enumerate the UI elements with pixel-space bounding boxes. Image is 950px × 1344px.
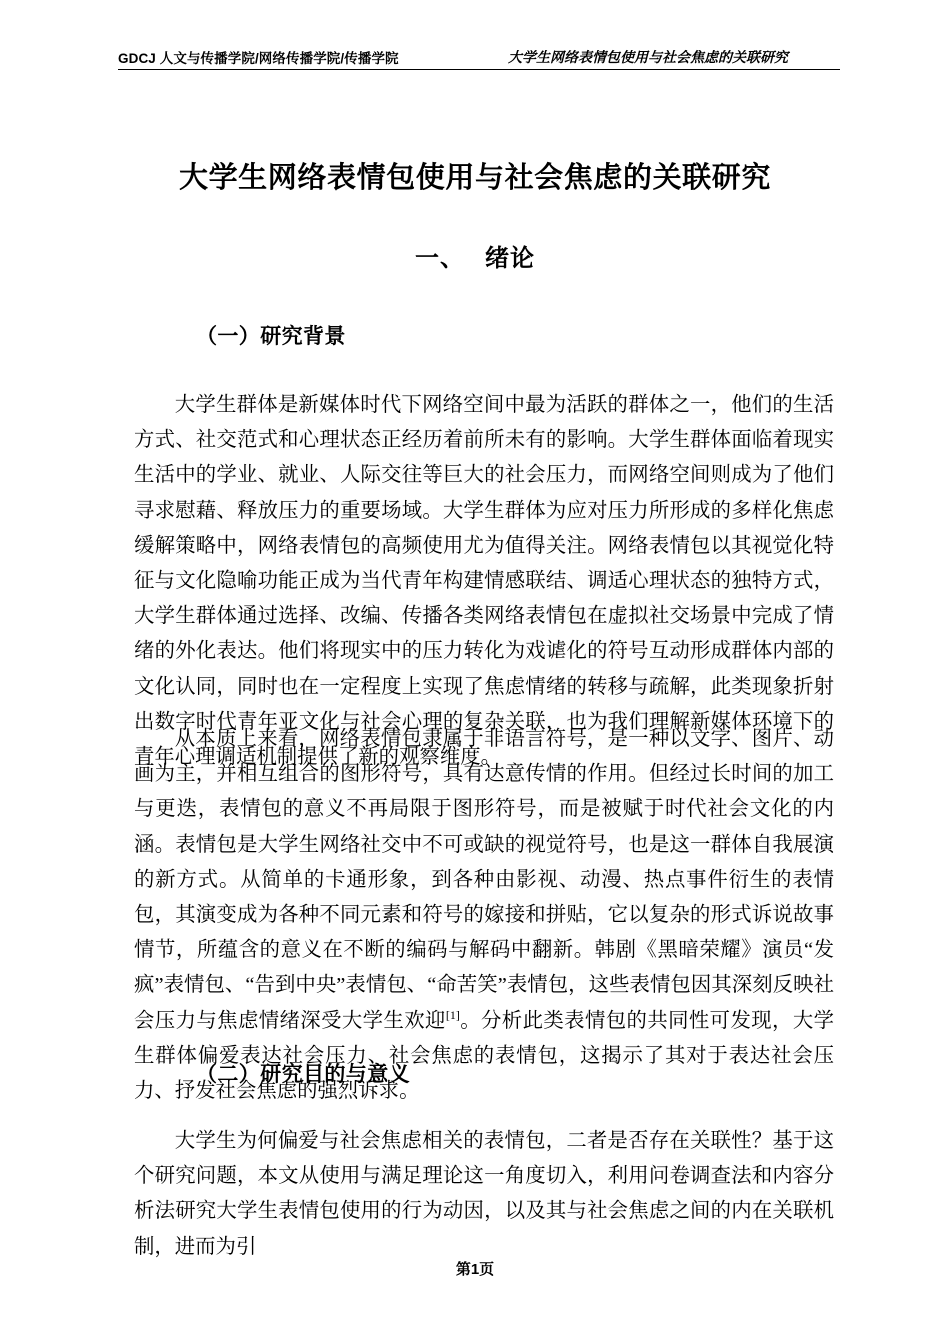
paragraph-main-text: 从本质上来看，网络表情包隶属于非语言符号，是一种以文字、图片、动画为主，并相互组合的图形符号，具有达意传情的作用。但经过长时间的加工与更迭，表情包的意义不再局限于图形符号，而是被赋于时代社会文化的内涵。表情包是大学生网络社交中不可或缺的视觉符号，也是这一群体自我展演的新方式。从简单的卡通形象，到各种由影视、动漫、热点事件衍生的表情包，其演变成为各种不同元素和符号的嫁接和拼贴，它以复杂的形式诉说故事情节，所蕴含的意义在不断的编码与解码中翻新。韩剧《黑暗荣耀》演员“发疯”表情包、“告到中央”表情包、“命苦笑”表情包，这些表情包因其深刻反映社会压力与焦虑情绪深受大学生欢迎 (134, 728, 834, 1032)
citation-marker[interactable]: [1] (445, 1007, 460, 1022)
running-header (118, 44, 840, 70)
header-right-text: 大学生网络表情包使用与社会焦虑的关联研究 (508, 49, 788, 65)
page-title: 大学生网络表情包使用与社会焦虑的关联研究 (178, 162, 771, 194)
paragraph-block-1 (134, 388, 834, 775)
section-number: 一、 (415, 245, 465, 272)
footer-page-number: 第1页 (455, 1261, 495, 1278)
subsection-heading-research-purpose: （二）研究目的与意义 (196, 1063, 410, 1086)
paragraph-text: 大学生群体是新媒体时代下网络空间中最为活跃的群体之一，他们的生活方式、社交范式和心理状态正经历着前所未有的影响。大学生群体面临着现实生活中的学业、就业、人际交往等巨大的社会压力，而网络空间则成为了他们寻求慰藉、释放压力的重要场域。大学生群体为应对压力所形成的多样化焦虑缓解策略中，网络表情包的高频使用尤为值得关注。网络表情包以其视觉化特征与文化隐喻功能正成为当代青年构建情感联结、调适心理状态的独特方式，大学生群体通过选择、改编、传播各类网络表情包在虚拟社交场景中完成了情绪的外化表达。他们将现实中的压力转化为戏谑化的符号互动形成群体内部的文化认同，同时也在一定程度上实现了焦虑情绪的转移与疏解，此类现象折射出数字时代青年亚文化与社会心理的复杂关联，也为我们理解新媒体环境下的青年心理调适机制提供了新的观察维度。 (134, 394, 834, 769)
paragraph-text (134, 722, 834, 1109)
header-left-text: GDCJ 人文与传播学院/网络传播学院/传播学院 (118, 51, 399, 66)
paragraph-text: 大学生为何偏爱与社会焦虑相关的表情包，二者是否存在关联性？基于这个研究问题，本文从使用与满足理论这一角度切入，利用问卷调查法和内容分析法研究大学生表情包使用的行为动因，以及其与社会焦虑之间的内在关联机制，进而为引 (134, 1130, 834, 1258)
section-heading (0, 238, 950, 273)
paragraph-block-3 (134, 1124, 834, 1265)
paragraph-block-2 (134, 722, 834, 1109)
section-label: 绪论 (485, 245, 535, 272)
paragraph-continuation-text: 。分析此类表情包的共同性可发现，大学生群体偏爱表达社会压力、社会焦虑的表情包，这揭示了其对于表达社会压力、抒发社会焦虑的强烈诉求。 (134, 1009, 835, 1103)
subsection-heading-research-background: （一）研究背景 (196, 325, 346, 348)
